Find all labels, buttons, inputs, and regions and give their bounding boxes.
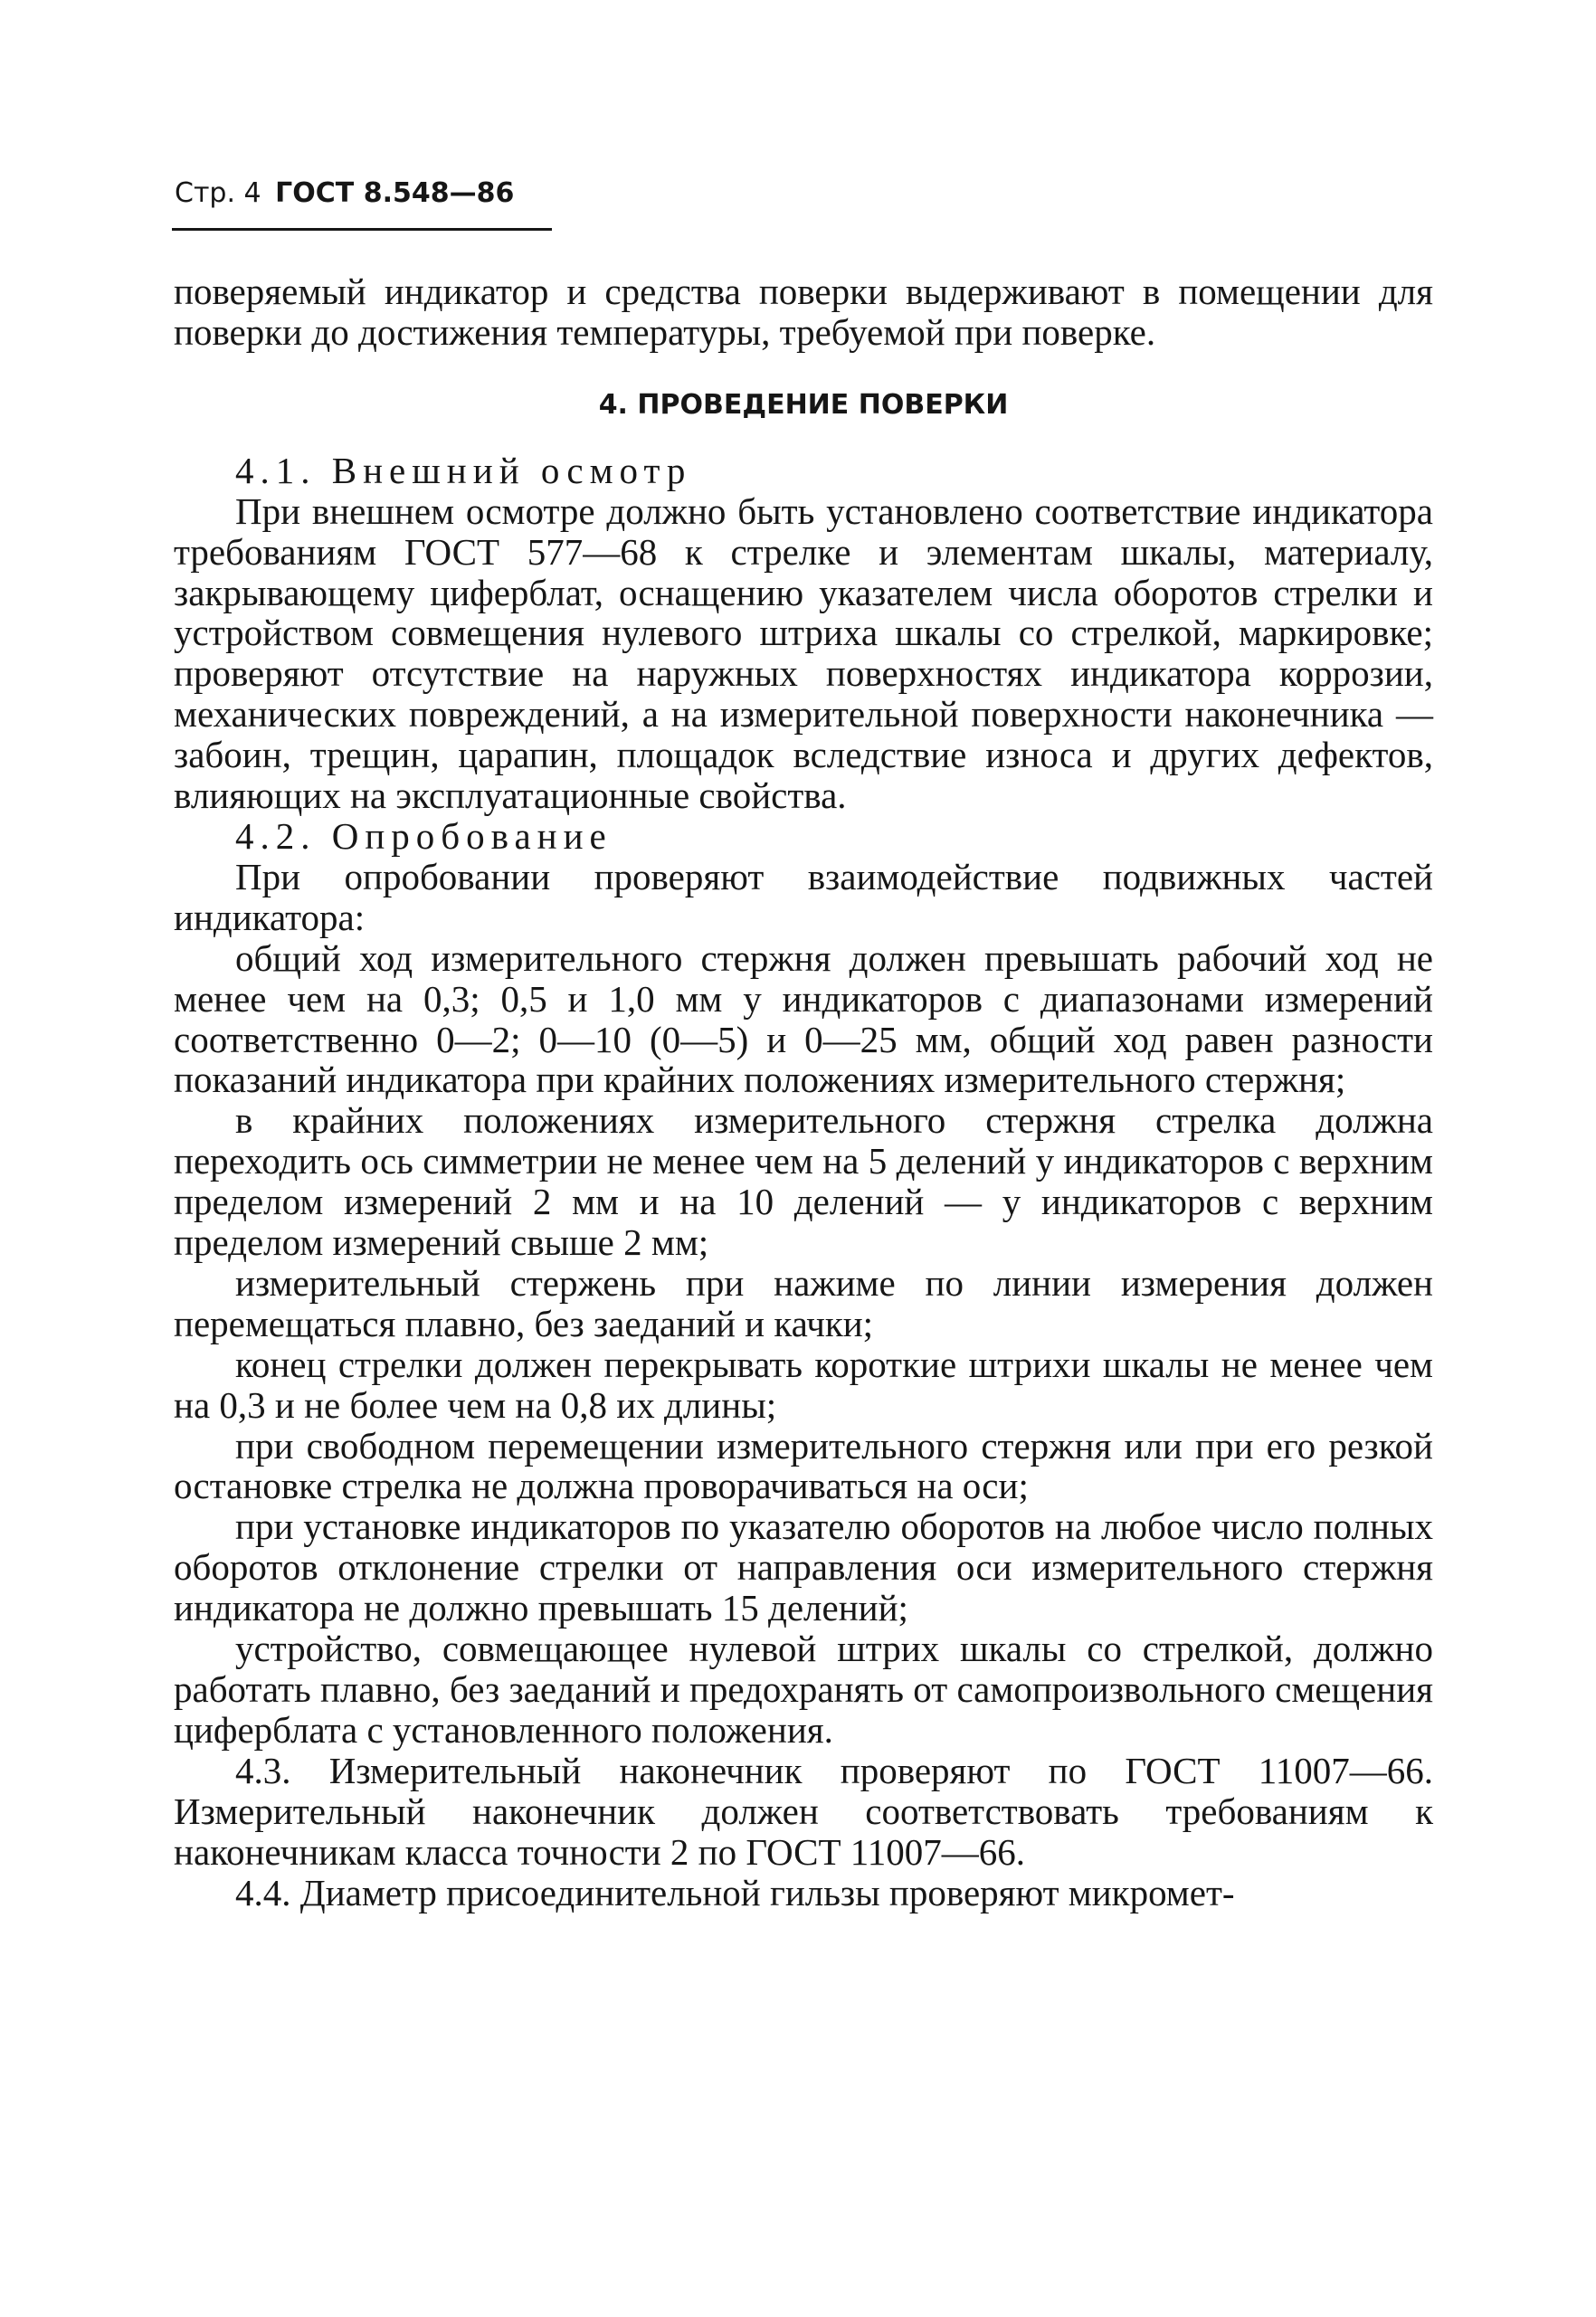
paragraph-4-3: 4.3. Измерительный наконечник проверяют по ГОСТ 11007—66. Измерительный наконечник должен соответствовать требованиям к наконечникам класса точности 2 по ГОСТ 11007—66. [174, 1749, 1433, 1873]
paragraph-4-2-item: в крайних положениях измерительного стержня стрелка должна переходить ось симметрии не менее чем на 5 делений у индикаторов с верхним пределом измерений 2 мм и на 10 делений — у индикаторов с верхним пределом измерений свыше 2 мм; [174, 1099, 1433, 1264]
paragraph-4-2-item: при установке индикаторов по указателю оборотов на любое число полных оборотов отклонение стрелки от направления оси измерительного стержня индикатора не должно превышать 15 делений; [174, 1505, 1433, 1629]
page-number-label: Стр. 4 [175, 177, 261, 209]
header-rule [172, 228, 552, 231]
subsection-title-4-2: 4.2. Опробование [235, 814, 613, 857]
paragraph-4-2-item: устройство, совмещающее нулевой штрих шкалы со стрелкой, должно работать плавно, без заеданий и предохранять от самопроизвольного смещения циферблата с установленного положения. [174, 1628, 1433, 1751]
paragraph-4-4: 4.4. Диаметр присоединительной гильзы проверяют микромет- [235, 1871, 1235, 1913]
body-text [174, 271, 1433, 1913]
paragraph-4-2-item: при свободном перемещении измерительного стержня или при его резкой остановке стрелка не должна проворачиваться на оси; [174, 1424, 1433, 1507]
paragraph-4-2-item: общий ход измерительного стержня должен превышать рабочий ход не менее чем на 0,3; 0,5 и 1,0 мм у индикаторов с диапазонами измерений соответственно 0—2; 0—10 (0—5) и 0—25 мм, общий ход равен разности показаний индикатора при крайних положениях измерительного стержня; [174, 936, 1433, 1101]
paragraph-4-2-item: конец стрелки должен перекрывать короткие штрихи шкалы не менее чем на 0,3 и не более чем на 0,8 их длины; [174, 1343, 1433, 1426]
paragraph-4-1: При внешнем осмотре должно быть установлено соответствие индикатора требованиям ГОСТ 577—68 к стрелке и элементам шкалы, материалу, закрывающему циферблат, оснащению указателем числа оборотов стрелки и устройством совмещения нулевого штриха шкалы со стрелкой, маркировке; проверяют отсутствие на наружных поверхностях индикатора коррозии, механических повреждений, а на измерительной поверхности наконечника — забоин, трещин, царапин, площадок вследствие износа и других дефектов, влияющих на эксплуатационные свойства. [174, 489, 1433, 817]
paragraph-continuation: поверяемый индикатор и средства поверки выдерживают в помещении для поверки до достижения температуры, требуемой при поверке. [174, 271, 1433, 353]
section-title: 4. ПРОВЕДЕНИЕ ПОВЕРКИ [598, 388, 1009, 421]
paragraph-4-2-intro: При опробовании проверяют взаимодействие подвижных частей индикатора: [174, 855, 1433, 938]
page-header [175, 177, 514, 209]
subsection-title-4-1: 4.1. Внешний осмотр [235, 449, 692, 491]
standard-code: ГОСТ 8.548—86 [275, 177, 515, 209]
paragraph-4-2-item: измерительный стержень при нажиме по линии измерения должен перемещаться плавно, без заеданий и качки; [174, 1261, 1433, 1344]
